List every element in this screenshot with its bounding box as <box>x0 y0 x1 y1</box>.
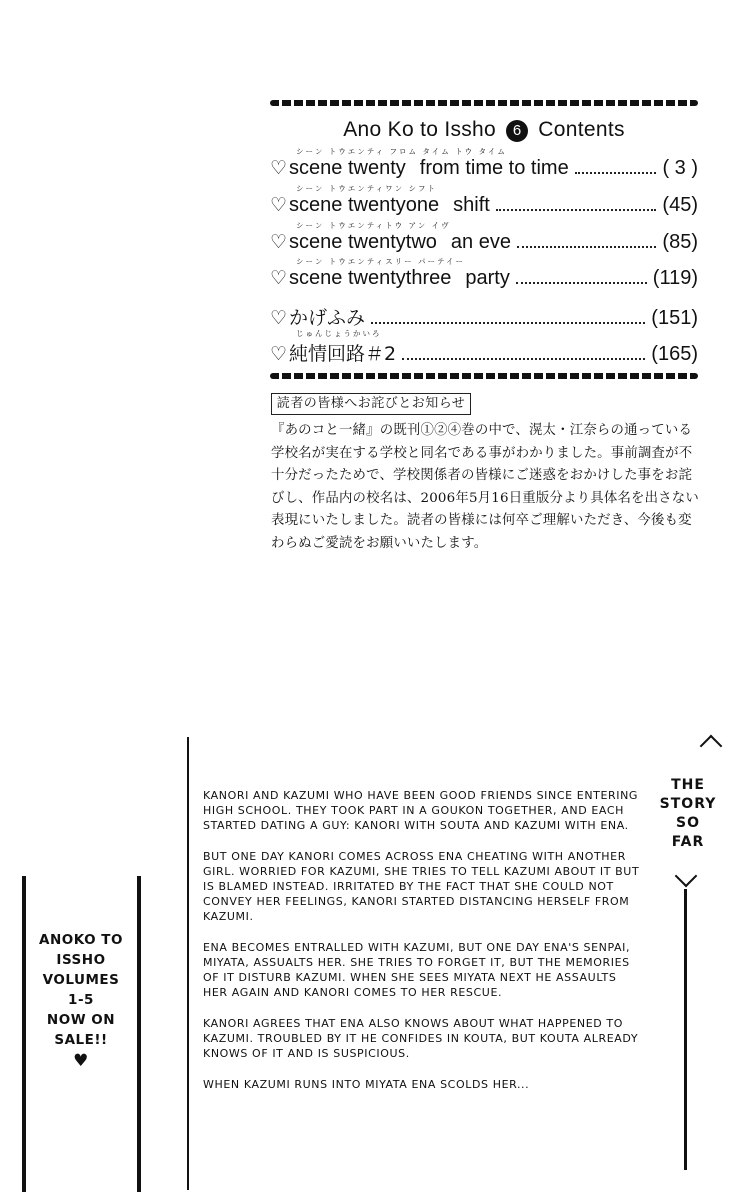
chevron-up-icon <box>700 735 723 758</box>
heart-icon: ♥ <box>73 1051 89 1071</box>
toc-scene-label: scene twentythree <box>289 267 452 289</box>
toc-chapter-title: an eve <box>450 231 511 253</box>
heart-outline-icon: ♡ <box>270 195 288 216</box>
promo-line: NOW ON <box>46 1012 116 1028</box>
toc-chapter-title: party <box>465 267 510 289</box>
dot-leader <box>371 322 645 324</box>
promo-text <box>30 930 132 1072</box>
dot-leader <box>575 172 657 174</box>
dot-leader <box>517 246 656 248</box>
story-paragraph: BUT ONE DAY KANORI COMES ACROSS ENA CHEATING WITH ANOTHER GIRL. WORRIED FOR KAZUMI, SHE TRIES TO TELL KAZUMI ABOUT IT BUT IS BLAMED INSTEAD. IRRITATED BY THE FACT THAT SHE COULD NOT CONVEY HER FEELINGS, KANORI STARTED DISTANCING HERSELF FROM KAZUMI. <box>203 850 640 923</box>
chevron-down-icon <box>675 865 698 888</box>
toc-chapter-title: かげふみ <box>289 307 366 329</box>
toc-entry[interactable] <box>270 256 698 292</box>
heart-outline-icon: ♡ <box>270 232 288 253</box>
story-left-border <box>187 737 189 1190</box>
toc-page-number: (151) <box>651 307 698 329</box>
story-so-far-label <box>652 776 724 852</box>
notice-heading: 読者の皆様へお詫びとお知らせ <box>271 393 471 415</box>
toc-ruby: シーン トウエンティ フロム タイム トウ タイム <box>296 147 507 156</box>
promo-line: VOLUMES <box>42 972 120 988</box>
toc-chapter-title: 純情回路＃2 <box>289 343 397 365</box>
story-label-line: THE <box>671 777 705 793</box>
promo-line: SALE!! <box>54 1032 108 1048</box>
toc-ruby: じゅんじょうかいろ <box>296 329 382 338</box>
toc-scene-label: scene twentyone <box>289 194 440 216</box>
heart-outline-icon: ♡ <box>270 158 288 179</box>
toc-page-number: (165) <box>651 343 698 365</box>
notice-body: 『あのコと一緒』の既刊①②④巻の中で、滉太・江奈らの通っている学校名が実在する学校と同名である事がわかりました。事前調査が不十分だったためで、学校関係者の皆様にご迷惑をおかけした事をお詫びし、作品内の校名は、2006年5月16日重版分より具体名を出さない表現にいたしました。読者の皆様には何卒ご理解いただき、今後も変わらぬご愛読をお願いいたします。 <box>271 423 699 551</box>
contents-title <box>270 118 698 142</box>
toc-ruby: シーン トウエンティスリー パーテイー <box>296 257 465 266</box>
toc-chapter-title: from time to time <box>419 157 569 179</box>
story-paragraph: KANORI AND KAZUMI WHO HAVE BEEN GOOD FRIENDS SINCE ENTERING HIGH SCHOOL. THEY TOOK PART IN A GOUKON TOGETHER, AND EACH STARTED DATING A GUY: KANORI WITH SOUTA AND KAZUMI WITH ENA. <box>203 789 639 832</box>
toc-page-number: (45) <box>662 194 698 216</box>
series-title: Ano Ko to Issho <box>343 118 497 141</box>
toc-page-number: (85) <box>662 231 698 253</box>
promo-line: 1-5 <box>68 992 94 1008</box>
heart-outline-icon: ♡ <box>270 308 288 329</box>
toc-scene-label: scene twenty <box>289 157 406 179</box>
story-label-line: FAR <box>671 834 705 850</box>
top-divider <box>270 100 698 106</box>
story-summary <box>203 788 643 1108</box>
toc-ruby: シーン トウエンティトウ アン イヴ <box>296 221 451 230</box>
story-paragraph: ENA BECOMES ENTRALLED WITH KAZUMI, BUT ONE DAY ENA'S SENPAI, MIYATA, ASSUALTS HER. SHE TRIES TO FORGET IT, BUT THE MEMORIES OF IT DISTURB KAZUMI. WHEN SHE SEES MIYATA NEXT HE ASSAULTS HER AGAIN AND KANORI COMES TO HER RESCUE. <box>203 941 631 999</box>
story-paragraph: WHEN KAZUMI RUNS INTO MIYATA ENA SCOLDS HER... <box>203 1078 530 1091</box>
toc-chapter-title: shift <box>453 194 490 216</box>
toc-scene-label: scene twentytwo <box>289 231 437 253</box>
story-label-line: STORY <box>659 796 717 812</box>
dot-leader <box>516 282 647 284</box>
toc-entry[interactable] <box>270 328 698 364</box>
toc-entry[interactable] <box>270 220 698 256</box>
promo-line: ISSHO <box>56 952 106 968</box>
toc-entry[interactable] <box>270 146 698 182</box>
promo-left-border <box>22 876 26 1192</box>
promo-right-border <box>137 876 141 1192</box>
dot-leader <box>402 358 645 360</box>
story-paragraph: KANORI AGREES THAT ENA ALSO KNOWS ABOUT WHAT HAPPENED TO KAZUMI. TROUBLED BY IT HE CONFIDES IN KOUTA, BUT KOUTA ALREADY KNOWS OF IT AND IS SUSPICIOUS. <box>203 1017 639 1060</box>
heart-outline-icon: ♡ <box>270 344 288 365</box>
bottom-divider <box>270 373 698 379</box>
toc-entry[interactable] <box>270 292 698 328</box>
story-right-border <box>684 889 687 1170</box>
volume-number-badge: 6 <box>506 120 528 142</box>
toc-ruby: シーン トウエンティワン シフト <box>296 184 438 193</box>
toc-page-number: ( 3 ) <box>662 157 698 179</box>
toc-entry[interactable] <box>270 183 698 219</box>
story-label-line: SO <box>676 815 700 831</box>
contents-heading: Contents <box>538 118 625 141</box>
dot-leader <box>496 209 657 211</box>
toc-page-number: (119) <box>652 267 698 289</box>
heart-outline-icon: ♡ <box>270 268 288 289</box>
promo-line: ANOKO TO <box>39 932 123 948</box>
